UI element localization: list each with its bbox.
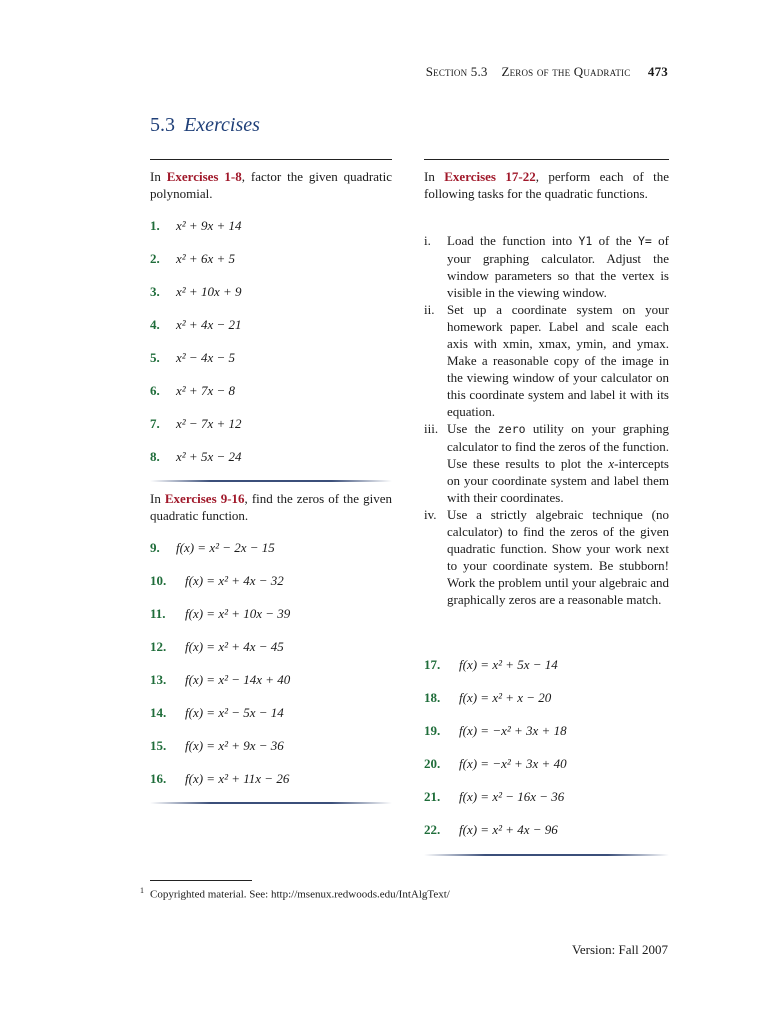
exercise-expression: x² − 4x − 5: [176, 350, 235, 365]
exercise-number: 5.: [150, 350, 160, 365]
exercise-number: 18.: [424, 690, 441, 705]
task-label: ii.: [424, 302, 435, 317]
task-label: i.: [424, 233, 431, 248]
exercise-expression: x² − 7x + 12: [176, 416, 242, 431]
group3-xref[interactable]: Exercises 17-22: [444, 169, 536, 184]
exercise-item: [150, 606, 290, 622]
section-title: Exercises: [184, 114, 260, 136]
running-head-section: Section 5.3: [425, 64, 488, 79]
exercise-number: 7.: [150, 416, 160, 431]
task-item: [424, 506, 669, 608]
task-text-part: of your graphing calculator. Adjust the window parameters so that the vertex is visible in the viewing window.: [447, 233, 669, 300]
task-list: [424, 232, 669, 608]
running-head-title: Zeros of the Quadratic: [501, 64, 631, 79]
exercise-item: [150, 317, 241, 333]
exercise-expression: f(x) = x² + 4x − 32: [185, 573, 284, 588]
task-item: [424, 420, 669, 506]
exercise-expression: f(x) = x² − 16x − 36: [459, 789, 565, 804]
exercise-expression: f(x) = x² + 5x − 14: [459, 657, 558, 672]
exercise-number: 12.: [150, 639, 167, 654]
task-text-part: Use the: [447, 421, 498, 436]
task-item: [424, 301, 669, 420]
exercise-number: 11.: [150, 606, 166, 621]
group2-xref[interactable]: Exercises 9-16: [164, 491, 245, 506]
task-text: Set up a coordinate system on your homework paper. Label and scale each axis with xmin, xmax, ymin, and ymax. Make a reasonable copy of the image in the viewing window of your calculator on this coordinate system and label it with its equation.: [447, 302, 669, 419]
exercise-item: [150, 449, 241, 465]
exercise-item: [150, 738, 284, 754]
exercise-expression: f(x) = x² + 10x − 39: [185, 606, 291, 621]
exercise-expression: f(x) = x² + 9x − 36: [185, 738, 284, 753]
group3-intro: [424, 168, 669, 202]
exercise-item: [150, 350, 235, 366]
exercise-expression: f(x) = x² − 5x − 14: [185, 705, 284, 720]
task-text-part: Load the function into: [447, 233, 579, 248]
group3-intro-post: , perform each of the following tasks for the quadratic functions.: [424, 169, 669, 201]
group1-intro: [150, 168, 392, 202]
exercise-item: [424, 723, 567, 739]
task-text: [447, 232, 669, 301]
exercise-expression: f(x) = x² + x − 20: [459, 690, 552, 705]
exercise-expression: f(x) = x² + 11x − 26: [185, 771, 290, 786]
exercise-number: 22.: [424, 822, 441, 837]
exercise-number: 8.: [150, 449, 160, 464]
footnote-rule: [150, 880, 252, 881]
calculator-utility-zero: zero: [497, 422, 526, 436]
exercise-number: 4.: [150, 317, 160, 332]
group1-intro-pre: In: [150, 169, 167, 184]
group1-xref[interactable]: Exercises 1-8: [166, 169, 242, 184]
group2-intro: [150, 490, 392, 524]
footnote-text[interactable]: Copyrighted material. See: http://msenux.redwoods.edu/IntAlgText/: [150, 888, 450, 901]
right-column-rule: [424, 159, 669, 160]
exercise-item: [424, 756, 567, 772]
exercise-expression: x² + 6x + 5: [176, 251, 235, 266]
exercise-expression: f(x) = x² + 4x − 96: [459, 822, 558, 837]
group-separator: [424, 854, 669, 856]
exercise-expression: x² + 9x + 14: [176, 218, 242, 233]
exercise-number: 1.: [150, 218, 160, 233]
exercise-expression: f(x) = x² − 2x − 15: [176, 540, 275, 555]
exercise-number: 6.: [150, 383, 160, 398]
exercise-item: [150, 383, 235, 399]
exercise-expression: f(x) = x² + 4x − 45: [185, 639, 284, 654]
footnote: [140, 886, 450, 901]
left-column-rule: [150, 159, 392, 160]
exercise-number: 21.: [424, 789, 441, 804]
exercise-item: [150, 540, 275, 556]
page-number: 473: [647, 64, 668, 79]
exercise-number: 19.: [424, 723, 441, 738]
exercise-number: 3.: [150, 284, 160, 299]
group2-intro-pre: In: [150, 491, 165, 506]
exercise-item: [150, 672, 290, 688]
task-text-part: of the: [592, 233, 638, 248]
task-label: iii.: [424, 421, 439, 436]
exercise-number: 17.: [424, 657, 441, 672]
exercise-item: [150, 639, 284, 655]
exercise-expression: x² + 5x − 24: [176, 449, 242, 464]
task-variable: x: [608, 456, 615, 471]
task-item: [424, 232, 669, 301]
exercise-number: 13.: [150, 672, 167, 687]
exercise-item: [424, 789, 564, 805]
group1-intro-post: , factor the given quadratic polynomial.: [150, 169, 392, 201]
exercise-item: [150, 218, 241, 234]
exercise-item: [150, 416, 241, 432]
group2-intro-post: , find the zeros of the given quadratic function.: [150, 491, 392, 523]
section-number: 5.3: [150, 114, 175, 136]
running-head: [426, 64, 668, 80]
exercise-number: 14.: [150, 705, 167, 720]
exercise-item: [150, 251, 235, 267]
exercise-expression: x² + 4x − 21: [176, 317, 242, 332]
exercise-item: [424, 657, 558, 673]
task-text: [447, 420, 669, 506]
footnote-mark: 1: [140, 886, 144, 895]
exercise-expression: f(x) = x² − 14x + 40: [185, 672, 291, 687]
exercise-item: [150, 284, 241, 300]
exercise-expression: x² + 10x + 9: [176, 284, 242, 299]
task-text-part: utility on your graphing calculator to find the zeros of the function. Use these results to plot the: [447, 421, 669, 471]
exercise-expression: x² + 7x − 8: [176, 383, 235, 398]
exercise-number: 16.: [150, 771, 167, 786]
exercise-item: [424, 822, 558, 838]
version-footer: Version: Fall 2007: [571, 942, 668, 957]
task-text-part: -intercepts on your coordinate system and label them with their coordinates.: [447, 456, 669, 505]
task-text: Use a strictly algebraic technique (no calculator) to find the zeros of the given quadratic function. Show your work next to your coordinate system. Be stubborn! Work the problem until your algebraic and graphically zeros are a reasonable match.: [447, 507, 669, 607]
task-label: iv.: [424, 507, 437, 522]
exercise-number: 9.: [150, 540, 160, 555]
exercise-expression: f(x) = −x² + 3x + 18: [459, 723, 567, 738]
calculator-key-yequals: Y=: [637, 234, 652, 248]
exercise-number: 15.: [150, 738, 167, 753]
exercise-item: [150, 771, 289, 787]
exercise-number: 20.: [424, 756, 441, 771]
exercise-item: [150, 705, 284, 721]
exercise-number: 10.: [150, 573, 167, 588]
calculator-key-y1: Y1: [578, 234, 593, 248]
exercise-number: 2.: [150, 251, 160, 266]
group-separator: [150, 480, 392, 482]
group3-intro-pre: In: [424, 169, 445, 184]
group-separator: [150, 802, 392, 804]
section-heading: [150, 114, 260, 137]
exercise-expression: f(x) = −x² + 3x + 40: [459, 756, 567, 771]
exercise-item: [424, 690, 551, 706]
exercise-item: [150, 573, 284, 589]
